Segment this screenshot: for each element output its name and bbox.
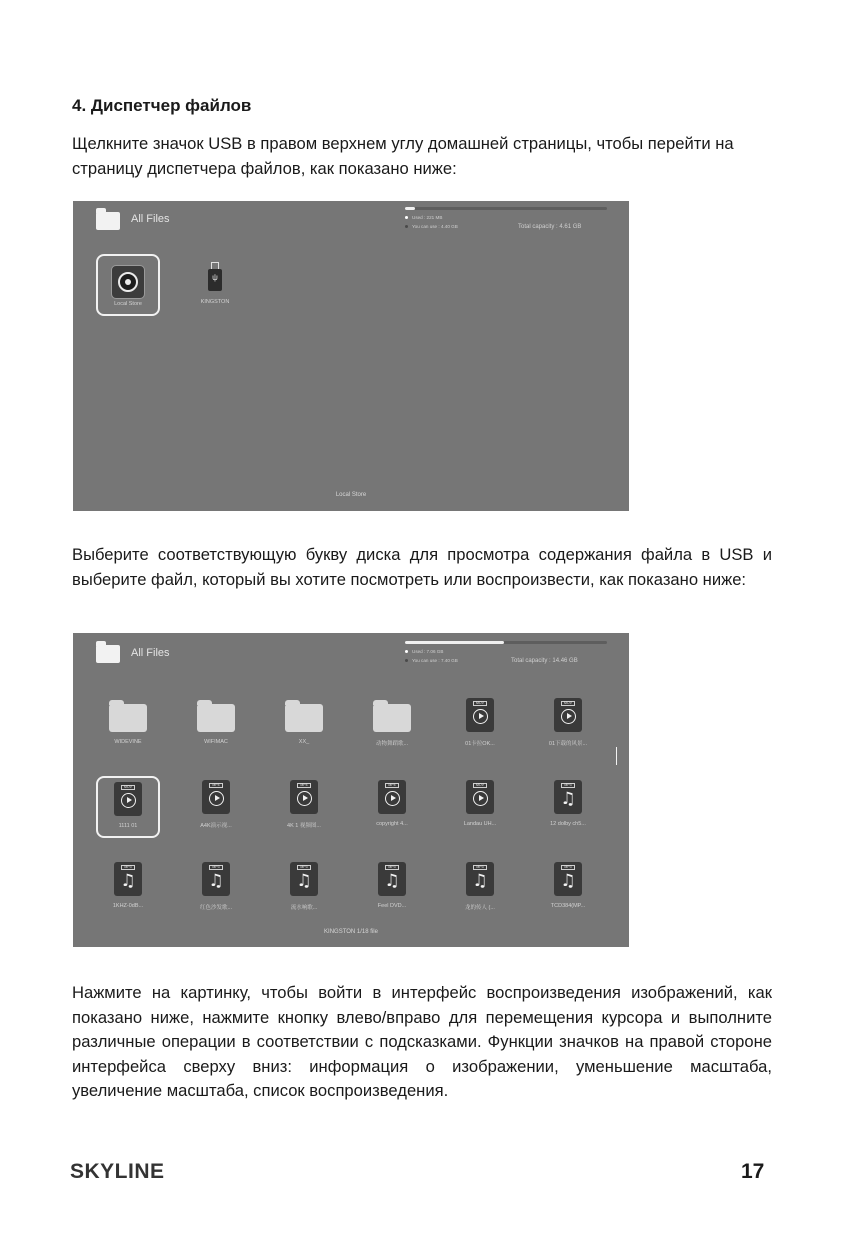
section-heading: 4. Диспетчер файлов [72,96,252,115]
music-note-icon: ♫ [560,871,576,891]
file-label: 12 dolby ch5... [550,821,586,827]
file-item[interactable] [536,776,600,838]
file-type-tag: MOV [473,701,487,706]
screen-title: All Files [131,647,170,659]
folder-icon [96,645,120,663]
file-item[interactable] [536,858,600,920]
brand-logo: SKYLINE [70,1160,165,1183]
drive-local-store[interactable] [96,254,160,316]
file-label: 4K 1 视频图... [287,823,321,829]
audio-file-icon [202,862,230,896]
video-file-icon [202,780,230,814]
file-item[interactable] [360,776,424,838]
file-label: XX_ [298,739,310,745]
file-label: 1111 01 [118,823,138,829]
play-icon [473,791,488,806]
play-icon [297,791,312,806]
file-manager-screenshot-2 [73,633,629,947]
folder-icon [285,704,323,732]
file-label: 1KHZ-0dB... [112,903,144,909]
storage-bar [405,641,607,644]
file-type-tag: MP3 [561,783,575,788]
play-icon [385,791,400,806]
file-label: 红色沙发歌... [199,905,233,911]
drive-label: KINGSTON [200,299,230,305]
audio-file-icon [554,780,582,814]
play-icon [121,793,136,808]
file-type-tag: MP4 [209,783,223,788]
play-icon [473,709,488,724]
folder-item[interactable] [96,694,160,756]
folder-item[interactable] [272,694,336,756]
audio-file-icon [378,862,406,896]
file-label: 龙的传人 (... [465,905,495,911]
folder-item[interactable] [360,694,424,756]
video-file-icon [466,698,494,732]
file-item[interactable] [184,858,248,920]
video-file-icon [466,780,494,814]
disc-icon [111,265,145,299]
folder-icon [197,704,235,732]
file-item[interactable] [96,858,160,920]
storage-total: Total capacity : 14.46 GB [511,658,578,664]
file-type-tag: MOV [561,701,575,706]
file-item[interactable] [96,776,160,838]
file-item[interactable] [272,776,336,838]
storage-bar [405,207,607,210]
music-note-icon: ♫ [208,871,224,891]
file-type-tag: MP3 [297,865,311,870]
storage-free: You can use : 7.40 GB [405,658,458,663]
file-label: TCD384(MP... [550,903,586,909]
usb-drive-icon: ψ [208,262,222,292]
audio-file-icon [466,862,494,896]
screen-title: All Files [131,213,170,225]
storage-used: Used : 7.06 GB [405,649,443,654]
file-item[interactable] [272,858,336,920]
file-item[interactable] [448,776,512,838]
file-label: 动物舞蹈歌... [375,741,409,747]
paragraph-select-drive: Выберите соответствующую букву диска для просмотра содержания файла в USB и выберите файл, который вы хотите посмотреть или воспроизвести, как показано ниже: [72,545,772,589]
video-file-icon [378,780,406,814]
folder-icon [109,704,147,732]
current-location: Local Store [335,492,367,498]
file-type-tag: MP3 [473,865,487,870]
file-label: 01卡拉OK... [465,741,495,747]
file-label: 01下载的风景... [548,741,588,747]
video-file-icon [114,782,142,816]
file-item[interactable] [184,776,248,838]
file-item[interactable] [448,694,512,756]
file-type-tag: MP3 [121,865,135,870]
music-note-icon: ♫ [120,871,136,891]
storage-fill [405,641,504,644]
current-location: KINGSTON 1/18 file [324,929,378,935]
file-label: WIFIMAC [204,739,228,745]
audio-file-icon [290,862,318,896]
folder-item[interactable] [184,694,248,756]
drive-usb[interactable] [183,254,247,316]
file-type-tag: MP4 [385,783,399,788]
page-number: 17 [741,1160,765,1183]
paragraph-intro: Щелкните значок USB в правом верхнем углу домашней страницы, чтобы перейти на страницу диспетчера файлов, как показано ниже: [72,134,734,178]
music-note-icon: ♫ [296,871,312,891]
file-type-tag: MOV [121,785,135,790]
storage-free: You can use : 4.40 GB [405,224,458,229]
paragraph-image-playback: Нажмите на картинку, чтобы войти в интерфейс воспроизведения изображений, как показано ниже, нажмите кнопку влево/вправо для перемещения курсора и выполните различные операции в соответствии с подсказками. Функции значков на правой стороне интерфейса сверху вниз: информация о изображении, уменьшение масштаба, увеличение масштаба, список воспроизведения. [72,983,772,1100]
file-label: A4K演示视... [200,823,232,829]
music-note-icon: ♫ [560,789,576,809]
file-type-tag: MOV [473,783,487,788]
file-label: copyright 4... [376,821,408,827]
play-icon [209,791,224,806]
file-type-tag: MP3 [385,865,399,870]
storage-fill [405,207,415,210]
music-note-icon: ♫ [384,871,400,891]
file-type-tag: MP3 [561,865,575,870]
video-file-icon [554,698,582,732]
storage-total: Total capacity : 4.61 GB [518,224,582,230]
music-note-icon: ♫ [472,871,488,891]
file-item[interactable] [536,694,600,756]
file-manager-screenshot-1 [73,201,629,511]
file-type-tag: MP4 [297,783,311,788]
storage-used: Used : 221 MB [405,215,442,220]
file-item[interactable] [448,858,512,920]
folder-icon [96,212,120,230]
file-type-tag: MP3 [209,865,223,870]
video-file-icon [290,780,318,814]
play-icon [561,709,576,724]
folder-icon [373,704,411,732]
file-label: 流水响歌... [290,905,318,911]
file-label: Feel DVD... [377,903,407,909]
audio-file-icon [554,862,582,896]
drive-label: Local Store [114,301,142,307]
scrollbar[interactable] [616,747,617,765]
file-item[interactable] [360,858,424,920]
audio-file-icon [114,862,142,896]
file-label: WIDEVINE [114,739,142,745]
file-label: Landau UH... [463,821,497,827]
